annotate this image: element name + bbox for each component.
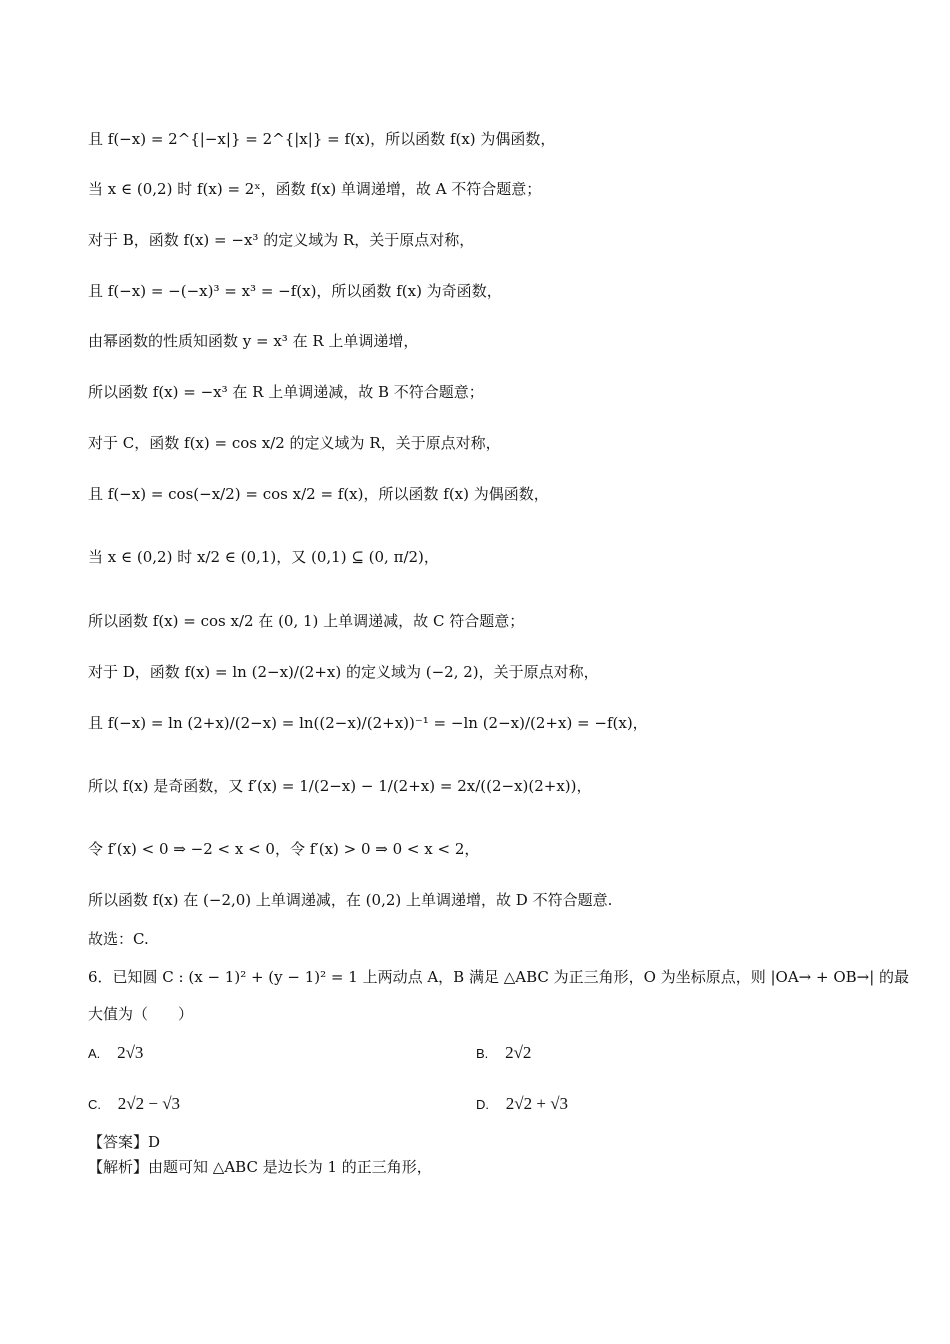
analysis-tag: 【解析】 xyxy=(88,1159,149,1176)
analysis-text: 由题可知 △ABC 是边长为 1 的正三角形， xyxy=(148,1158,432,1176)
text-line: 由幂函数的性质知函数 y = x³ 在 R 上单调递增， xyxy=(88,332,419,350)
text-line: 令 f′(x) < 0 ⇒ −2 < x < 0，令 f′(x) > 0 ⇒ 0 < x < 2， xyxy=(88,840,480,858)
text-line: 所以 f(x) 是奇函数，又 f′(x) = 1/(2−x) − 1/(2+x) = 2x/((2−x)(2+x))， xyxy=(88,777,592,795)
choice-label: A. xyxy=(88,1046,101,1061)
answer-value: D xyxy=(148,1133,161,1151)
choice-label: D. xyxy=(476,1097,489,1112)
choice-c xyxy=(88,1093,180,1116)
choice-value: 2√2 xyxy=(505,1043,532,1062)
choice-value: 2√2 + √3 xyxy=(505,1094,569,1113)
text-line: 且 f(−x) = 2^{|−x|} = 2^{|x|} = f(x)，所以函数 f(x) 为偶函数， xyxy=(88,130,556,148)
answer-line xyxy=(88,1131,160,1154)
question-stem-cont: 大值为（ ） xyxy=(88,1005,194,1023)
text-line: 且 f(−x) = cos(−x/2) = cos x/2 = f(x)，所以函数 f(x) 为偶函数， xyxy=(88,485,549,503)
text-line: 故选：C. xyxy=(88,930,149,948)
question-stem: 6．已知圆 C : (x − 1)² + (y − 1)² = 1 上两动点 A，B 满足 △ABC 为正三角形，O 为坐标原点，则 |OA→ + OB→| 的最 xyxy=(88,968,910,986)
text-line: 且 f(−x) = ln (2+x)/(2−x) = ln((2−x)/(2+x))⁻¹ = −ln (2−x)/(2+x) = −f(x)， xyxy=(88,714,648,732)
text-line: 所以函数 f(x) = −x³ 在 R 上单调递减，故 B 不符合题意； xyxy=(88,383,484,401)
text-line: 当 x ∈ (0,2) 时 f(x) = 2ˣ，函数 f(x) 单调递增，故 A 不符合题意； xyxy=(88,180,542,198)
text-line: 所以函数 f(x) 在 (−2,0) 上单调递减，在 (0,2) 上单调递增，故 D 不符合题意. xyxy=(88,891,613,909)
choice-label: B. xyxy=(476,1046,489,1061)
choice-value: 2√3 xyxy=(117,1043,144,1062)
text-line: 对于 C，函数 f(x) = cos x/2 的定义域为 R，关于原点对称， xyxy=(88,434,501,452)
text-line: 对于 B，函数 f(x) = −x³ 的定义域为 R，关于原点对称， xyxy=(88,231,475,249)
choice-b xyxy=(476,1042,531,1065)
choice-value: 2√2 − √3 xyxy=(117,1094,181,1113)
text-line: 且 f(−x) = −(−x)³ = x³ = −f(x)，所以函数 f(x) 为奇函数， xyxy=(88,282,502,300)
analysis-line xyxy=(88,1156,432,1179)
text-line: 当 x ∈ (0,2) 时 x/2 ∈ (0,1)，又 (0,1) ⊆ (0, π/2)， xyxy=(88,548,439,566)
choice-d xyxy=(476,1093,568,1116)
text-line: 所以函数 f(x) = cos x/2 在 (0, 1) 上单调递减，故 C 符合题意； xyxy=(88,612,525,630)
answer-tag: 【答案】 xyxy=(88,1134,149,1151)
choice-label: C. xyxy=(88,1097,101,1112)
text-line: 对于 D，函数 f(x) = ln (2−x)/(2+x) 的定义域为 (−2, 2)，关于原点对称， xyxy=(88,663,599,681)
choice-a xyxy=(88,1042,143,1065)
